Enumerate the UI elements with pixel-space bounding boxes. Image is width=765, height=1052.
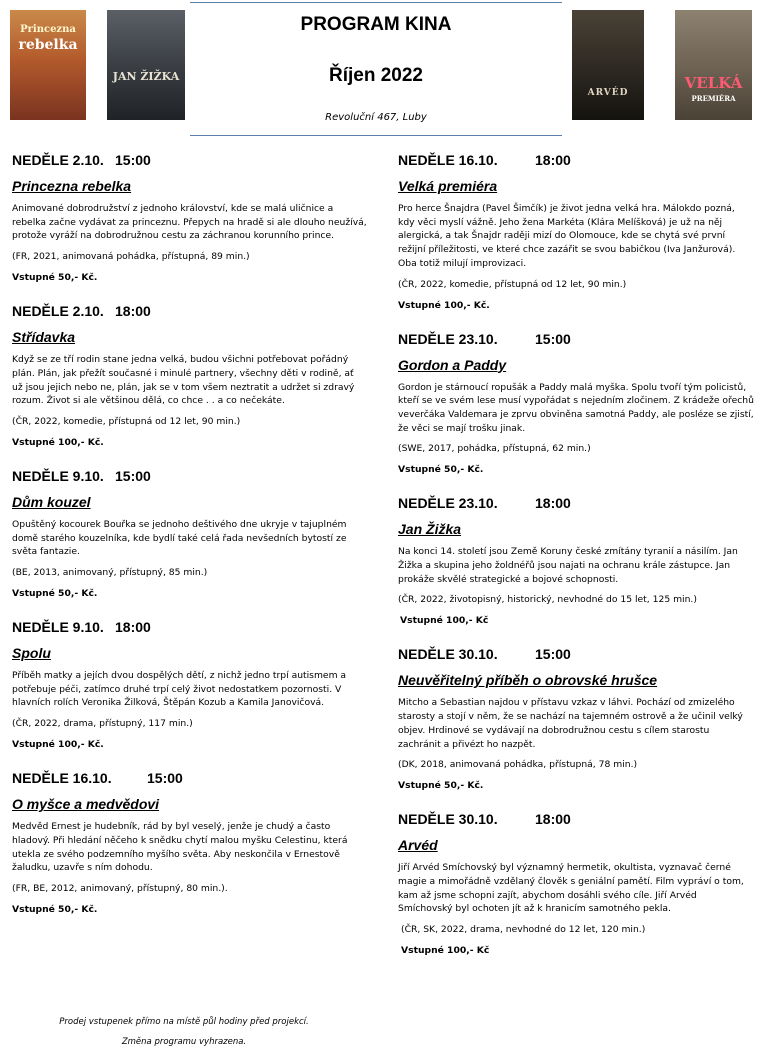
event-title: O myšce a medvědovi	[12, 796, 160, 813]
poster-title: Princezna	[20, 24, 76, 35]
poster-title: VELKÁ	[684, 74, 743, 92]
event-day: NEDĚLE 2.10.	[12, 152, 104, 168]
event-day: NEDĚLE 30.10.	[398, 811, 498, 828]
event-card	[12, 770, 367, 915]
event-datetime	[12, 303, 367, 323]
header-top-rule	[190, 2, 562, 3]
event-description: Mitcho a Sebastian najdou v přístavu vzkaz v láhvi. Pochází od zmizelého starosty a stojí v něm, že se nachází na tajemném ostrově a že učinil velký objev. Hrdinové se vydávají na dobrodružnou cestu s cílem starostu zachránit a přivézt ho nazpět.	[398, 697, 743, 750]
event-description: Na konci 14. století jsou Země Koruny české zmítány tyranií a násilím. Jan Žižka a skupina jeho žoldnéřů jsou najati na ochranu krále zástupce. Jan prokáže skvělé strategické a bojové schopnosti.	[398, 546, 738, 585]
event-title: Gordon a Paddy	[398, 356, 507, 373]
poster-title: ARVÉD	[587, 88, 629, 98]
event-datetime	[398, 646, 754, 666]
event-time: 15:00	[115, 152, 151, 168]
event-title: Střídavka	[12, 329, 76, 346]
event-datetime	[12, 152, 367, 172]
event-datetime	[12, 468, 367, 488]
event-price: Vstupné 50,- Kč.	[12, 588, 98, 600]
event-datetime	[398, 495, 754, 515]
event-price: Vstupné 100,- Kč.	[398, 299, 490, 311]
event-time: 18:00	[535, 811, 571, 828]
event-description: Gordon je stárnoucí ropušák a Paddy malá myška. Spolu tvoří tým policistů, kteří se ve svém lese musí vypořádat s nejedním zločinem. Z krádeže ořechů veverčáka Valdemara je zprvu obviněna samotná Paddy, ale posléze se zjistí, že věci se mají trošku jinak.	[398, 381, 754, 434]
event-card	[12, 468, 367, 599]
event-meta: (DK, 2018, animovaná pohádka, přístupná, 78 min.)	[398, 759, 638, 771]
event-meta: (FR, 2021, animovaná pohádka, přístupná, 89 min.)	[12, 251, 250, 263]
event-price: Vstupné 100,- Kč.	[12, 739, 104, 751]
event-day: NEDĚLE 9.10.	[12, 467, 104, 484]
poster-title-2: PREMIÉRA	[691, 94, 736, 103]
event-time: 18:00	[535, 152, 571, 168]
event-card	[12, 619, 367, 750]
event-card	[398, 331, 754, 476]
event-card	[398, 495, 754, 626]
event-time: 18:00	[115, 303, 151, 320]
poster-velka-premiera	[675, 10, 752, 120]
month-title: Říjen 2022	[329, 65, 423, 86]
event-description: Medvěd Ernest je hudebník, rád by byl veselý, jenže je chudý a často hladový. Při hledání něčeho k snědku chytí malou myšku Celestinu, která utekla ze svého podzemního myšího světa. Aby neskončila v Ernestově žaludku, uzavře s ním dohodu.	[12, 821, 348, 874]
event-datetime	[12, 770, 367, 790]
venue-address: Revoluční 467, Luby	[325, 112, 427, 123]
event-meta: (FR, BE, 2012, animovaný, přístupný, 80 min.).	[12, 882, 228, 894]
event-meta: (ČR, 2022, komedie, přístupná od 12 let, 90 min.)	[398, 278, 627, 290]
event-title: Princezna rebelka	[12, 178, 132, 194]
event-meta: (BE, 2013, animovaný, přístupný, 85 min.)	[12, 567, 208, 579]
footer-change-note: Změna programu vyhrazena.	[121, 1037, 247, 1047]
event-datetime	[398, 811, 754, 831]
event-description: Příběh matky a jejích dvou dospělých dětí, z nichž jedno trpí autismem a potřebuje péči, zatímco druhé trpí celý život nedostatkem pozornosti. V hlavních rolích Veronika Žilková, Štěpán Kozub a Kamila Janovičová.	[12, 670, 347, 709]
event-datetime	[12, 619, 367, 639]
event-time: 18:00	[535, 495, 571, 512]
event-price: Vstupné 100,- Kč.	[12, 436, 104, 448]
event-price: Vstupné 50,- Kč.	[398, 464, 484, 476]
left-column	[12, 152, 367, 915]
event-title: Neuvěřitelný příběh o obrovské hrušce	[398, 672, 658, 689]
event-day: NEDĚLE 9.10.	[12, 619, 104, 636]
event-price: Vstupné 50,- Kč.	[12, 903, 98, 915]
event-title: Arvéd	[398, 837, 438, 854]
event-price: Vstupné 100,- Kč	[401, 945, 490, 957]
event-time: 15:00	[535, 330, 571, 347]
event-time: 15:00	[535, 646, 571, 663]
header-bottom-rule	[190, 135, 562, 136]
event-title: Spolu	[12, 645, 51, 662]
poster-princezna-rebelka	[10, 10, 86, 120]
event-price: Vstupné 50,- Kč.	[12, 272, 98, 284]
poster-title: JAN ŽIŽKA	[112, 70, 180, 83]
event-time: 15:00	[115, 467, 151, 484]
event-card	[398, 811, 754, 956]
event-price: Vstupné 100,- Kč	[400, 615, 489, 627]
event-time: 18:00	[115, 619, 151, 636]
page-title: PROGRAM KINA	[300, 14, 452, 35]
poster-jan-zizka	[107, 10, 185, 120]
event-title: Jan Žižka	[398, 521, 462, 538]
event-description: Animované dobrodružství z jednoho království, kde se malá uličnice a rebelka začne vydávat za princeznu. Přepych na hradě si ale dlouho neužívá, protože vyráží na dobrodružnou cestu za záchranou korunního prince.	[12, 203, 367, 242]
event-datetime	[398, 331, 754, 351]
event-meta: (ČR, 2022, životopisný, historický, nevhodné do 15 let, 125 min.)	[398, 594, 697, 606]
event-day: NEDĚLE 30.10.	[398, 646, 498, 663]
event-day: NEDĚLE 23.10.	[398, 330, 498, 347]
event-description: Opuštěný kocourek Bouřka se jednoho deštivého dne ukryje v tajuplném domě starého kouzelníka, kde bydlí také celá řada nevšedních bytostí ze světa fantazie.	[12, 518, 347, 558]
event-time: 15:00	[147, 770, 183, 787]
event-description: Pro herce Šnajdra (Pavel Šimčík) je život jedna velká hra. Málokdo pozná, kdy věci myslí vážně. Jeho žena Markéta (Klára Melíšková) je už na něj alergická, a tak Šnajdr raději mizí do Olomouce, kde se chytá své první režijní příležitosti, ve které chce zazářit se svou babičkou (Iva Janžurová). Oba totiž milují improvizaci.	[398, 203, 736, 269]
event-day: NEDĚLE 16.10.	[398, 152, 498, 168]
footer-ticket-note: Prodej vstupenek přímo na místě půl hodiny před projekcí.	[59, 1017, 309, 1027]
event-title: Velká premiéra	[398, 178, 498, 194]
event-card	[398, 152, 754, 311]
event-meta: (ČR, 2022, drama, přístupný, 117 min.)	[12, 718, 193, 730]
event-card	[398, 646, 754, 791]
event-day: NEDĚLE 16.10.	[12, 770, 112, 787]
event-meta: (SWE, 2017, pohádka, přístupná, 62 min.)	[398, 443, 591, 455]
poster-title-2: rebelka	[18, 37, 78, 53]
event-day: NEDĚLE 23.10.	[398, 495, 498, 512]
event-card	[12, 152, 367, 283]
event-description: Jiří Arvéd Smíchovský byl významný hermetik, okultista, vyznavač černé magie a mimořádně vzdělaný člověk s geniální pamětí. Film vypráví o tom, kam až jsme schopni zajít, abychom dosáhli svého cíle. Jiří Arvéd Smíchovský byl ochoten jít až k hranicím samotného pekla.	[398, 862, 744, 915]
event-datetime	[398, 152, 754, 172]
event-card	[12, 303, 367, 448]
event-meta: (ČR, 2022, komedie, přístupná od 12 let, 90 min.)	[12, 415, 241, 427]
right-column	[398, 152, 754, 956]
event-price: Vstupné 50,- Kč.	[398, 780, 484, 792]
event-day: NEDĚLE 2.10.	[12, 303, 104, 320]
poster-arved	[572, 10, 644, 120]
event-description: Když se ze tří rodin stane jedna velká, budou všichni potřebovat pořádný plán. Plán, jak přežít současné i minulé partnery, všechny děti v rodině, ať už jsou jejich nebo ne, plán, jak se v tom všem neztratit a udržet si zdravý rozum. Život si ale většinou dělá, co chce . . a co nečekáte.	[12, 354, 355, 407]
event-title: Dům kouzel	[12, 493, 91, 510]
event-meta: (ČR, SK, 2022, drama, nevhodné do 12 let, 120 min.)	[401, 924, 646, 936]
